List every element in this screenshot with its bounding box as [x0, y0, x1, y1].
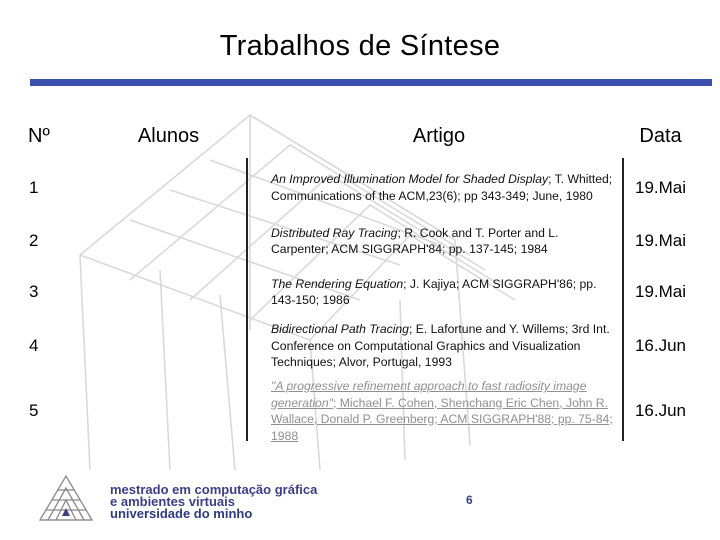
- row-artigo: [259, 215, 619, 267]
- row-alunos: [78, 267, 259, 317]
- artigo-details: ; J. Kajiya; ACM SIGGRAPH'86; pp. 143-150; 1986: [271, 276, 597, 307]
- table-row: [24, 215, 702, 267]
- row-alunos: [78, 375, 259, 447]
- header-number: Nº: [28, 124, 50, 147]
- row-alunos: [78, 160, 259, 215]
- row-date: 16.Jun: [634, 401, 687, 420]
- artigo-details: ; T. Whitted; Communications of the ACM,23(6); pp 343-349; June, 1980: [271, 172, 613, 203]
- page-number: 6: [466, 493, 473, 507]
- footer-institution: [110, 484, 317, 520]
- footer-line-3: universidade do minho: [110, 506, 253, 521]
- slide-title: Trabalhos de Síntese: [219, 30, 501, 62]
- row-date: 19.Mai: [634, 177, 687, 197]
- row-number: 5: [29, 401, 39, 420]
- column-divider-right: [622, 158, 624, 441]
- row-artigo: [259, 267, 619, 317]
- artigo-title: "A progressive refinement approach to fast radiosity image generation": [271, 379, 587, 410]
- row-artigo: [259, 375, 619, 447]
- header-data: Data: [639, 124, 682, 147]
- column-divider-left: [246, 158, 248, 441]
- row-artigo: [259, 317, 619, 375]
- artigo-details: ; R. Cook and T. Porter and L. Carpenter; ACM SIGGRAPH'84; pp. 137-145; 1984: [271, 225, 559, 256]
- artigo-title: Distributed Ray Tracing: [271, 225, 398, 240]
- table-row: [24, 375, 702, 447]
- artigo-details: ; Michael F. Cohen, Shenchang Eric Chen, John R. Wallace, Donald P. Greenberg; ACM SIGGRAPH'88; pp. 75-84; 1988: [271, 395, 613, 443]
- row-alunos: [78, 215, 259, 267]
- table-row: [24, 267, 702, 317]
- artigo-title: An Improved Illumination Model for Shaded Display: [271, 172, 549, 186]
- table-header-row: [24, 112, 702, 160]
- title-divider: [30, 79, 712, 86]
- table-row: [24, 317, 702, 375]
- header-alunos: Alunos: [137, 124, 200, 147]
- university-logo-icon: [36, 470, 96, 524]
- artigo-title: The Rendering Equation: [271, 276, 404, 291]
- footer-line-2: e ambientes virtuais: [110, 494, 235, 509]
- footer-line-1: mestrado em computação gráfica: [110, 482, 318, 497]
- row-number: 1: [29, 177, 39, 197]
- row-date: 19.Mai: [634, 231, 687, 250]
- row-number: 2: [29, 231, 39, 250]
- row-number: 3: [29, 282, 39, 301]
- table-row: [24, 160, 702, 215]
- header-artigo: Artigo: [412, 124, 466, 147]
- row-number: 4: [29, 336, 39, 355]
- synthesis-works-table: [24, 112, 702, 447]
- row-date: 16.Jun: [634, 336, 687, 355]
- artigo-title: Bidirectional Path Tracing: [271, 322, 409, 337]
- row-date: 19.Mai: [634, 282, 687, 301]
- row-alunos: [78, 317, 259, 375]
- row-artigo: [259, 160, 619, 215]
- artigo-details: ; E. Lafortune and Y. Willems; 3rd Int. Conference on Computational Graphics and Visualization Techniques; Alvor, Portugal, 1993: [271, 322, 610, 370]
